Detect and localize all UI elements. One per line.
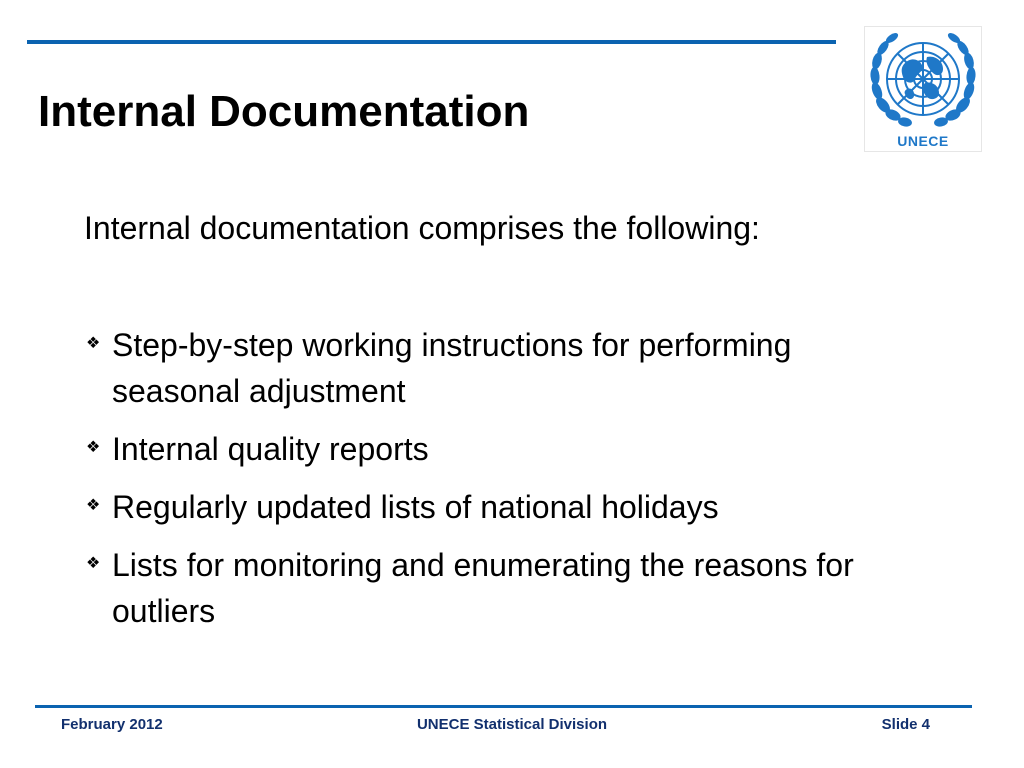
bullet-item	[84, 542, 884, 634]
footer-organization: UNECE Statistical Division	[416, 716, 608, 733]
footer-slide-number: Slide 4	[881, 716, 930, 733]
intro-text: Internal documentation comprises the following:	[84, 210, 760, 246]
bullet-item	[84, 484, 884, 530]
bullet-text: Internal quality reports	[112, 431, 429, 467]
footer-date: February 2012	[61, 716, 163, 733]
bottom-divider	[35, 705, 972, 708]
bullet-list	[84, 322, 884, 646]
slide-title: Internal Documentation	[38, 87, 530, 136]
bullet-item	[84, 322, 884, 414]
diamond-bullet-icon: ❖	[86, 335, 101, 352]
top-divider	[27, 40, 836, 44]
unece-logo	[864, 26, 982, 152]
un-emblem-icon	[865, 27, 981, 133]
bullet-text: Step-by-step working instructions for performing seasonal adjustment	[112, 327, 792, 409]
logo-text: UNECE	[897, 133, 949, 149]
diamond-bullet-icon: ❖	[86, 497, 101, 514]
bullet-item	[84, 426, 884, 472]
bullet-text: Regularly updated lists of national holidays	[112, 489, 719, 525]
diamond-bullet-icon: ❖	[86, 439, 101, 456]
bullet-text: Lists for monitoring and enumerating the reasons for outliers	[112, 547, 854, 629]
diamond-bullet-icon: ❖	[86, 555, 101, 572]
